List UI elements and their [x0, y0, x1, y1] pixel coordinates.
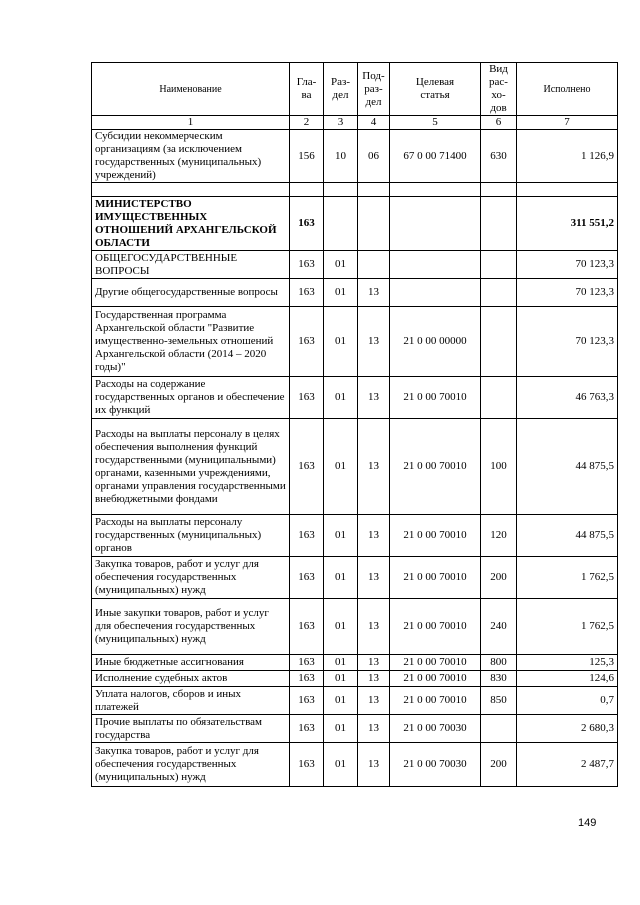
table-row	[92, 279, 618, 307]
row-vid	[481, 183, 517, 197]
row-value: 1 762,5	[517, 557, 618, 599]
row-name: Расходы на выплаты персоналу в целях обеспечения выполнения функций государственными (муниципальными) органами, казенными учреждениями, органами управления государственными внебюджетными фондами	[92, 419, 290, 515]
row-name: Закупка товаров, работ и услуг для обеспечения государственных (муниципальных) нужд	[92, 743, 290, 787]
header-vid	[481, 63, 517, 116]
row-name: Иные закупки товаров, работ и услуг для обеспечения государственных (муниципальных) нужд	[92, 599, 290, 655]
column-number: 3	[324, 116, 358, 130]
row-name: Закупка товаров, работ и услуг для обеспечения государственных (муниципальных) нужд	[92, 557, 290, 599]
row-target: 21 0 00 70030	[390, 743, 481, 787]
row-value: 46 763,3	[517, 377, 618, 419]
row-glava: 163	[290, 715, 324, 743]
row-value: 44 875,5	[517, 515, 618, 557]
row-value	[517, 183, 618, 197]
row-value: 1 762,5	[517, 599, 618, 655]
header-target	[390, 63, 481, 116]
header-row	[92, 63, 618, 116]
row-glava: 163	[290, 419, 324, 515]
row-value: 125,3	[517, 655, 618, 671]
header-target-text: Целевая статья	[415, 76, 455, 101]
row-podrazdel: 13	[358, 599, 390, 655]
row-glava: 163	[290, 743, 324, 787]
table-row	[92, 599, 618, 655]
row-razdel: 01	[324, 671, 358, 687]
row-razdel	[324, 197, 358, 251]
row-podrazdel	[358, 197, 390, 251]
row-value: 70 123,3	[517, 251, 618, 279]
column-number: 2	[290, 116, 324, 130]
row-name: Субсидии некоммерческим организациям (за исключением государственных (муниципальных) учреждений)	[92, 130, 290, 183]
table-row	[92, 419, 618, 515]
table-row	[92, 743, 618, 787]
row-name: Уплата налогов, сборов и иных платежей	[92, 687, 290, 715]
row-razdel: 01	[324, 743, 358, 787]
row-razdel: 01	[324, 251, 358, 279]
row-podrazdel: 13	[358, 307, 390, 377]
column-number-row	[92, 116, 618, 130]
row-value: 311 551,2	[517, 197, 618, 251]
header-name: Наименование	[92, 63, 290, 116]
page-number: 149	[578, 817, 597, 829]
header-podrazdel-text: Под- раз- дел	[362, 69, 385, 108]
row-value: 44 875,5	[517, 419, 618, 515]
table-row	[92, 251, 618, 279]
row-podrazdel	[358, 251, 390, 279]
row-name: Расходы на содержание государственных органов и обеспечение их функций	[92, 377, 290, 419]
row-target: 21 0 00 70010	[390, 377, 481, 419]
row-target: 21 0 00 70030	[390, 715, 481, 743]
row-vid	[481, 715, 517, 743]
row-vid: 850	[481, 687, 517, 715]
row-vid: 800	[481, 655, 517, 671]
budget-table	[91, 62, 618, 787]
table-row-empty	[92, 183, 618, 197]
row-podrazdel: 13	[358, 515, 390, 557]
table-row-ministry	[92, 197, 618, 251]
row-podrazdel: 06	[358, 130, 390, 183]
row-razdel	[324, 183, 358, 197]
table-row	[92, 655, 618, 671]
row-glava: 163	[290, 279, 324, 307]
row-glava: 163	[290, 671, 324, 687]
header-executed: Исполнено	[517, 63, 618, 116]
row-vid	[481, 251, 517, 279]
row-name: Иные бюджетные ассигнования	[92, 655, 290, 671]
row-glava: 163	[290, 599, 324, 655]
row-target: 21 0 00 70010	[390, 515, 481, 557]
row-value: 124,6	[517, 671, 618, 687]
row-razdel: 01	[324, 377, 358, 419]
row-name: ОБЩЕГОСУДАРСТВЕННЫЕ ВОПРОСЫ	[92, 251, 290, 279]
row-vid: 200	[481, 557, 517, 599]
row-name: МИНИСТЕРСТВО ИМУЩЕСТВЕННЫХ ОТНОШЕНИЙ АРХАНГЕЛЬСКОЙ ОБЛАСТИ	[92, 197, 290, 251]
row-glava: 163	[290, 687, 324, 715]
row-razdel: 01	[324, 279, 358, 307]
row-razdel: 01	[324, 557, 358, 599]
row-target: 21 0 00 70010	[390, 557, 481, 599]
row-target: 21 0 00 00000	[390, 307, 481, 377]
column-number: 6	[481, 116, 517, 130]
row-vid	[481, 377, 517, 419]
row-target	[390, 279, 481, 307]
row-vid: 830	[481, 671, 517, 687]
row-glava: 156	[290, 130, 324, 183]
row-glava: 163	[290, 557, 324, 599]
row-target: 21 0 00 70010	[390, 671, 481, 687]
row-podrazdel: 13	[358, 687, 390, 715]
row-vid: 200	[481, 743, 517, 787]
row-razdel: 01	[324, 687, 358, 715]
table-row	[92, 671, 618, 687]
row-target: 21 0 00 70010	[390, 655, 481, 671]
row-target: 21 0 00 70010	[390, 419, 481, 515]
header-razdel	[324, 63, 358, 116]
table-row	[92, 515, 618, 557]
header-vid-text: Вид рас- хо- дов	[489, 63, 508, 114]
row-vid: 630	[481, 130, 517, 183]
row-target: 21 0 00 70010	[390, 599, 481, 655]
row-name: Прочие выплаты по обязательствам государства	[92, 715, 290, 743]
row-name: Исполнение судебных актов	[92, 671, 290, 687]
header-razdel-text: Раз- дел	[330, 76, 350, 101]
row-podrazdel: 13	[358, 279, 390, 307]
row-vid: 120	[481, 515, 517, 557]
row-podrazdel: 13	[358, 419, 390, 515]
row-target	[390, 183, 481, 197]
row-podrazdel: 13	[358, 377, 390, 419]
table-row	[92, 715, 618, 743]
row-podrazdel: 13	[358, 743, 390, 787]
row-glava: 163	[290, 377, 324, 419]
row-target	[390, 251, 481, 279]
row-target: 21 0 00 70010	[390, 687, 481, 715]
row-podrazdel: 13	[358, 655, 390, 671]
row-glava: 163	[290, 197, 324, 251]
row-name	[92, 183, 290, 197]
row-value: 0,7	[517, 687, 618, 715]
row-name: Расходы на выплаты персоналу государственных (муниципальных) органов	[92, 515, 290, 557]
row-razdel: 01	[324, 655, 358, 671]
row-razdel: 01	[324, 715, 358, 743]
row-razdel: 01	[324, 599, 358, 655]
header-glava-text: Гла- ва	[296, 76, 317, 101]
row-name: Другие общегосударственные вопросы	[92, 279, 290, 307]
row-value: 70 123,3	[517, 307, 618, 377]
row-value: 2 487,7	[517, 743, 618, 787]
column-number: 1	[92, 116, 290, 130]
row-razdel: 10	[324, 130, 358, 183]
row-vid	[481, 307, 517, 377]
row-value: 1 126,9	[517, 130, 618, 183]
row-razdel: 01	[324, 419, 358, 515]
row-glava	[290, 183, 324, 197]
row-target	[390, 197, 481, 251]
column-number: 4	[358, 116, 390, 130]
column-number: 7	[517, 116, 618, 130]
row-glava: 163	[290, 251, 324, 279]
row-vid	[481, 197, 517, 251]
row-razdel: 01	[324, 307, 358, 377]
row-podrazdel: 13	[358, 557, 390, 599]
row-glava: 163	[290, 515, 324, 557]
table-row	[92, 130, 618, 183]
row-target: 67 0 00 71400	[390, 130, 481, 183]
table-row	[92, 687, 618, 715]
table-row	[92, 307, 618, 377]
row-podrazdel: 13	[358, 715, 390, 743]
row-glava: 163	[290, 307, 324, 377]
row-vid: 240	[481, 599, 517, 655]
row-vid	[481, 279, 517, 307]
row-glava: 163	[290, 655, 324, 671]
row-value: 2 680,3	[517, 715, 618, 743]
header-podrazdel	[358, 63, 390, 116]
header-glava	[290, 63, 324, 116]
row-podrazdel: 13	[358, 671, 390, 687]
column-number: 5	[390, 116, 481, 130]
row-podrazdel	[358, 183, 390, 197]
row-name: Государственная программа Архангельской области "Развитие имущественно-земельных отношений Архангельской области (2014 – 2020 годы)"	[92, 307, 290, 377]
table-row	[92, 377, 618, 419]
row-value: 70 123,3	[517, 279, 618, 307]
row-razdel: 01	[324, 515, 358, 557]
row-vid: 100	[481, 419, 517, 515]
table-row	[92, 557, 618, 599]
